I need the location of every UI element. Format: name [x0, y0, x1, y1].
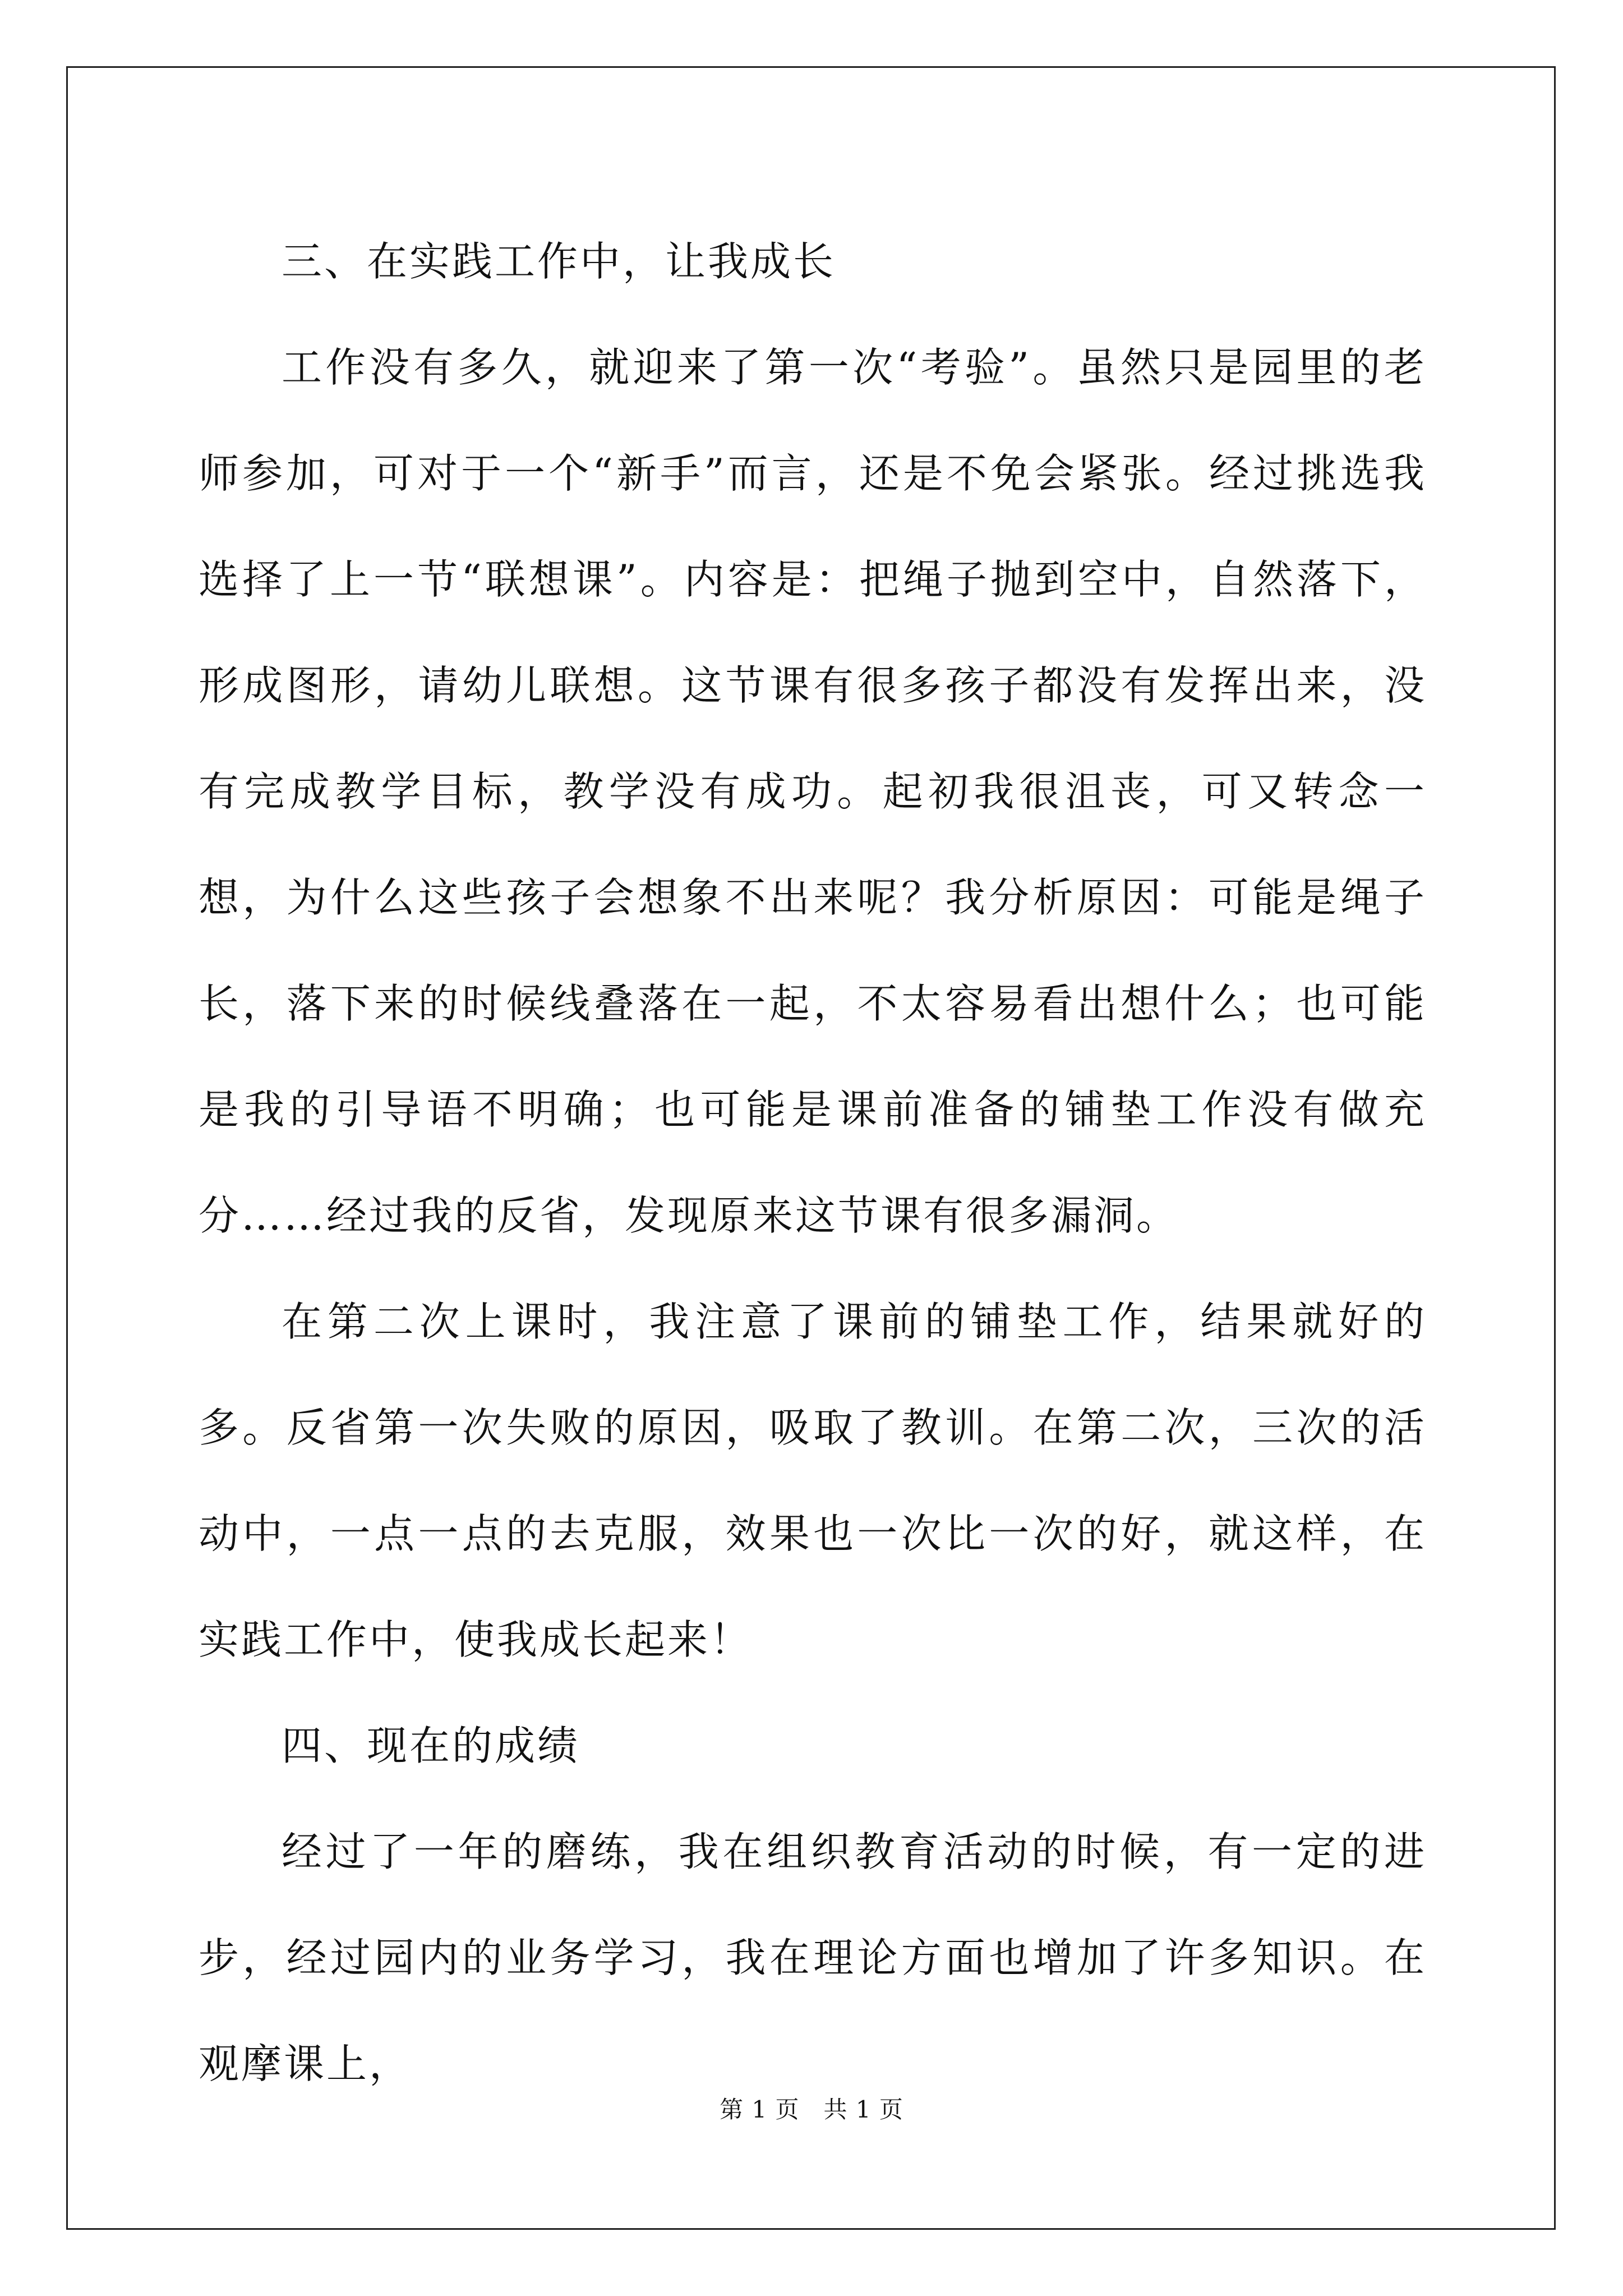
paragraph: 在第二次上课时，我注意了课前的铺垫工作，结果就好的多。反省第一次失败的原因，吸取了教训。在第二次，三次的活动中，一点一点的去克服，效果也一次比一次的好，就这样，在实践工作中，使我成长起来！	[199, 1298, 1427, 1663]
paragraph: 经过了一年的磨练，我在组织教育活动的时候，有一定的进步，经过园内的业务学习，我在理论方面也增加了许多知识。在观摩课上，	[199, 1828, 1427, 2087]
section-heading-3: 三、在实践工作中，让我成长	[282, 238, 836, 285]
section-heading-4: 四、现在的成绩	[282, 1722, 580, 1769]
paragraph: 工作没有多久，就迎来了第一次“考验”。虽然只是园里的老师参加，可对于一个“新手”而言，还是不免会紧张。经过挑选我选择了上一节“联想课”。内容是：把绳子抛到空中，自然落下，形成图形，请幼儿联想。这节课有很多孩子都没有发挥出来，没有完成教学目标，教学没有成功。起初我很沮丧，可又转念一想，为什么这些孩子会想象不出来呢？我分析原因：可能是绳子长，落下来的时候线叠落在一起，不太容易看出想什么；也可能是我的引导语不明确；也可能是课前准备的铺垫工作没有做充分……经过我的反省，发现原来这节课有很多漏洞。	[199, 344, 1427, 1239]
document-body	[199, 209, 1427, 2117]
page-number-footer: 第 1 页 共 1 页	[720, 2096, 903, 2123]
